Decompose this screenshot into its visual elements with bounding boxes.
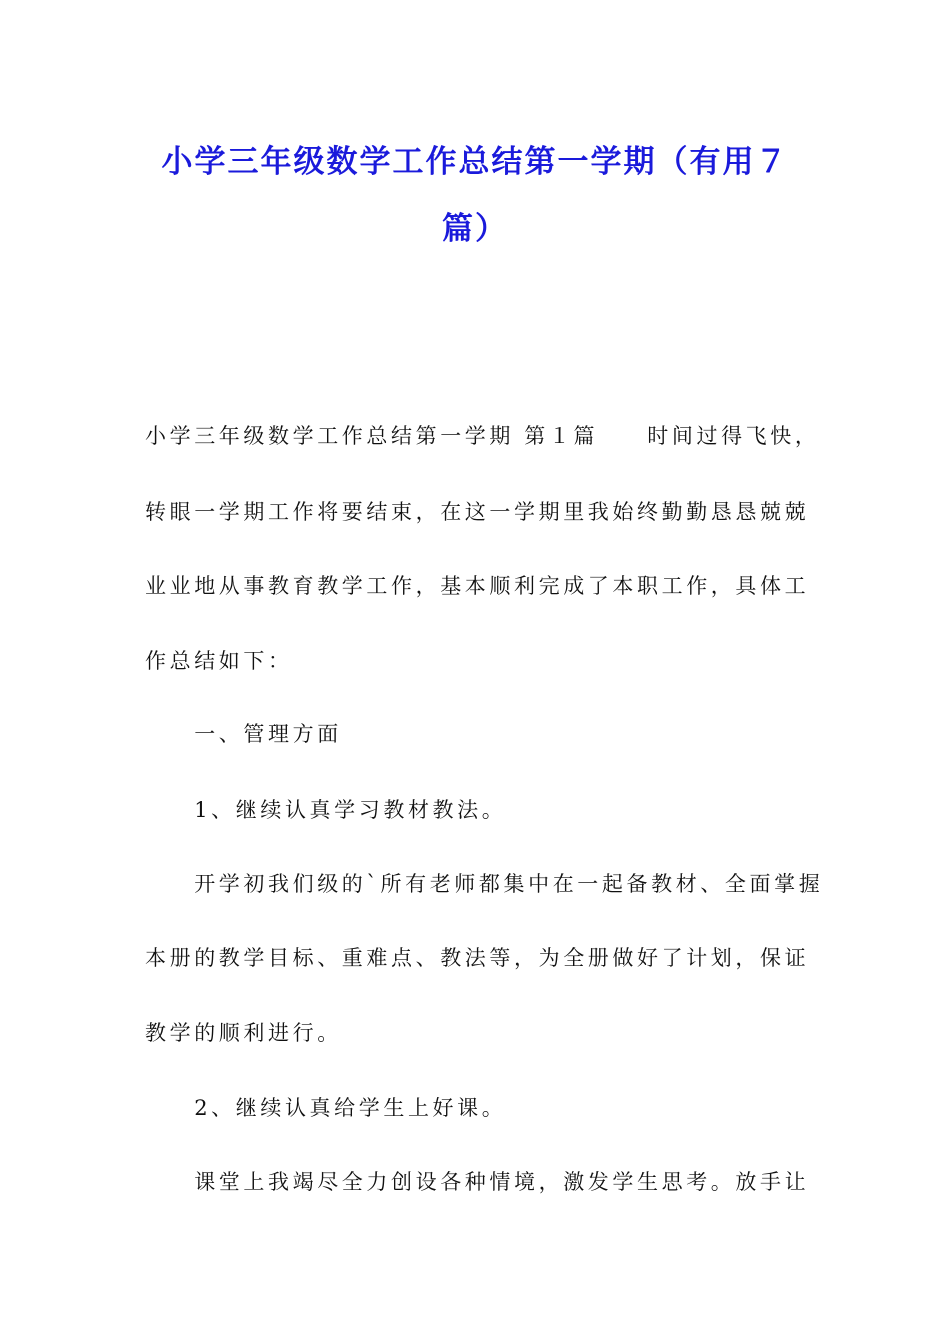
paragraph-line: 开学初我们级的`所有老师都集中在一起备教材、全面掌握 (145, 872, 824, 896)
subsection-heading: 1、继续认真学习教材教法。 (145, 798, 507, 822)
document-title-line-1: 小学三年级数学工作总结第一学期（有用７ (161, 144, 789, 180)
paragraph-line: 转眼一学期工作将要结束，在这一学期里我始终勤勤恳恳兢兢 (145, 500, 810, 524)
section-heading: 一、管理方面 (145, 722, 342, 746)
paragraph-line: 业业地从事教育教学工作，基本顺利完成了本职工作，具体工 (145, 574, 810, 598)
paragraph-line: 本册的教学目标、重难点、教法等，为全册做好了计划，保证 (145, 946, 810, 970)
subsection-heading: 2、继续认真给学生上好课。 (145, 1096, 507, 1120)
document-title-line-2: 篇） (442, 211, 508, 247)
paragraph-line: 作总结如下： (145, 649, 293, 673)
paragraph-line: 小学三年级数学工作总结第一学期 第１篇 时间过得飞快， (145, 424, 820, 448)
paragraph-line: 课堂上我竭尽全力创设各种情境，激发学生思考。放手让 (145, 1170, 810, 1194)
paragraph-line: 教学的顺利进行。 (145, 1021, 342, 1045)
